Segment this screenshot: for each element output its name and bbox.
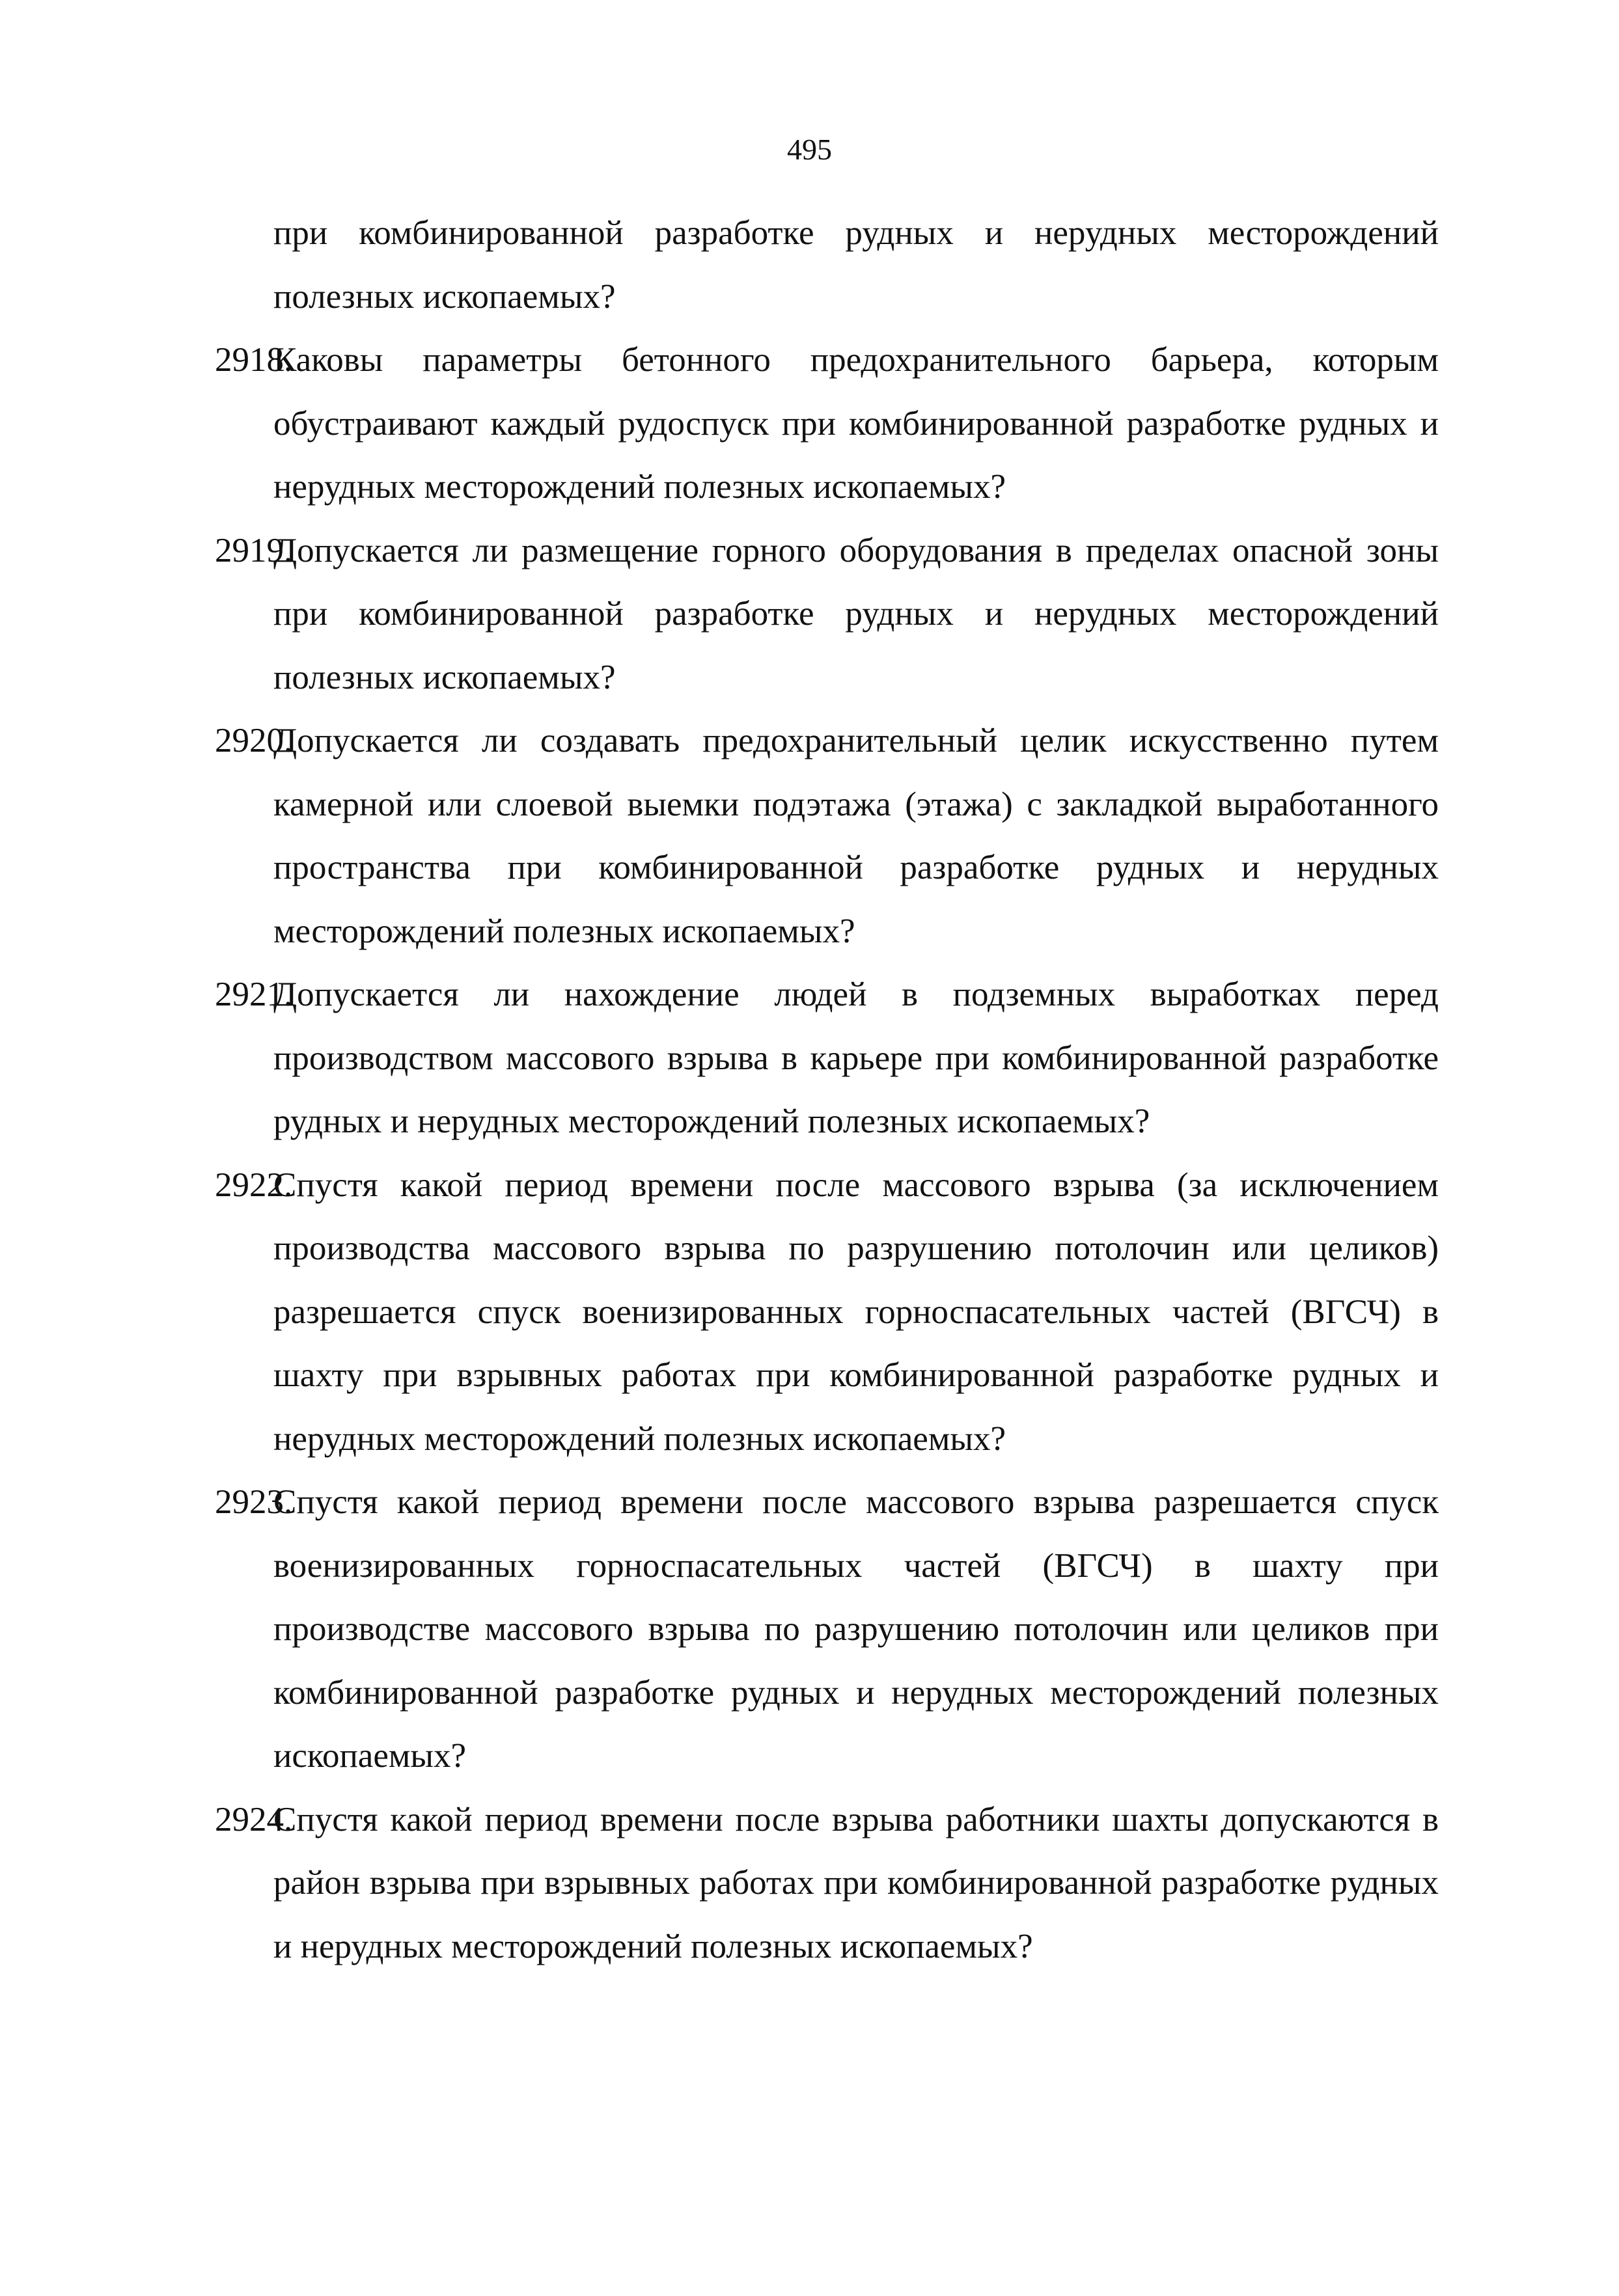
question-item xyxy=(215,1788,1439,1979)
question-text: Допускается ли размещение горного оборудования в пределах опасной зоны при комбинированной разработке рудных и нерудных месторождений полезных ископаемых? xyxy=(273,531,1439,696)
question-item xyxy=(215,329,1439,519)
question-number: 2923. xyxy=(215,1483,293,1521)
question-number: 2922. xyxy=(215,1166,293,1204)
question-number: 2919. xyxy=(215,531,293,569)
question-text: Спустя какой период времени после массового взрыва (за исключением производства массового взрыва по разрушению потолочин или целиков) разрешается спуск военизированных горноспасательных частей (ВГСЧ) в шахту при взрывных работах при комбинированной разработке рудных и нерудных месторождений полезных ископаемых? xyxy=(273,1166,1439,1458)
continuation-paragraph: при комбинированной разработке рудных и нерудных месторождений полезных ископаемых? xyxy=(273,214,1439,316)
page-number: 495 xyxy=(787,133,832,166)
question-text: Спустя какой период времени после взрыва работники шахты допускаются в район взрыва при взрывных работах при комбинированной разработке рудных и нерудных месторождений полезных ископаемых? xyxy=(273,1800,1439,1965)
question-item xyxy=(215,1154,1439,1471)
question-text: Допускается ли создавать предохранительный целик искусственно путем камерной или слоевой выемки подэтажа (этажа) с закладкой выработанного пространства при комбинированной разработке рудных и нерудных месторождений полезных ископаемых? xyxy=(273,722,1439,950)
question-number: 2920. xyxy=(215,722,293,759)
question-item xyxy=(215,709,1439,963)
question-number: 2921. xyxy=(215,976,293,1013)
question-item xyxy=(215,963,1439,1154)
question-number: 2918. xyxy=(215,341,293,379)
question-text: Каковы параметры бетонного предохранительного барьера, которым обустраивают каждый рудоспуск при комбинированной разработке рудных и нерудных месторождений полезных ископаемых? xyxy=(273,341,1439,506)
question-item xyxy=(215,1471,1439,1788)
question-list xyxy=(215,202,1439,1978)
question-text: Допускается ли нахождение людей в подземных выработках перед производством массового взрыва в карьере при комбинированной разработке рудных и нерудных месторождений полезных ископаемых? xyxy=(273,976,1439,1140)
question-item xyxy=(215,519,1439,710)
question-number: 2924. xyxy=(215,1800,293,1838)
question-text: Спустя какой период времени после массового взрыва разрешается спуск военизированных горноспасательных частей (ВГСЧ) в шахту при производстве массового взрыва по разрушению потолочин или целиков при комбинированной разработке рудных и нерудных месторождений полезных ископаемых? xyxy=(273,1483,1439,1775)
